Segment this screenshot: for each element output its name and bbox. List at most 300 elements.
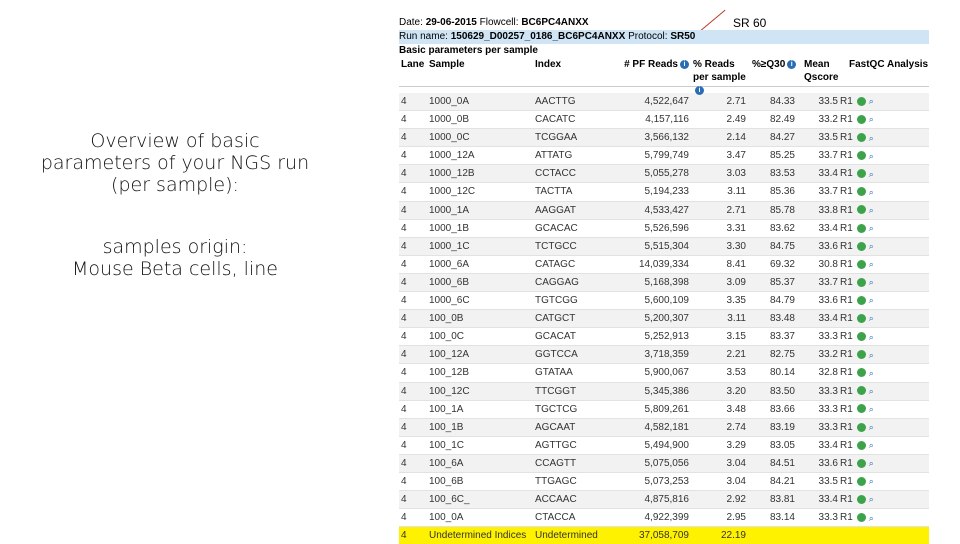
lane-cell: 4 — [401, 114, 407, 126]
download-icon[interactable] — [857, 278, 866, 287]
fastqc-read-label[interactable]: R1 — [840, 457, 853, 469]
index-cell: ACCAAC — [535, 494, 577, 506]
fastqc-cell — [838, 147, 910, 164]
table-header — [399, 58, 929, 94]
col-q30: %≥Q30 i — [750, 58, 801, 86]
pct-reads-cell: 3.15 — [726, 331, 746, 343]
magnifier-icon[interactable]: ⌕ — [868, 96, 874, 107]
pct-reads-cell: 3.47 — [726, 150, 746, 162]
pf-reads-cell: 5,526,596 — [644, 222, 689, 234]
download-icon[interactable] — [857, 459, 866, 468]
download-icon[interactable] — [857, 441, 866, 450]
mean-qscore-cell: 32.8 — [818, 367, 838, 379]
download-icon[interactable] — [857, 224, 866, 233]
q30-cell: 84.51 — [769, 457, 795, 469]
mean-qscore-cell: 33.6 — [818, 295, 838, 307]
index-cell: GTATAA — [535, 367, 573, 379]
fastqc-cell — [838, 527, 910, 544]
pct-reads-cell: 2.71 — [726, 96, 746, 107]
fastqc-cell — [838, 401, 910, 418]
pct-reads-cell: 2.14 — [726, 132, 746, 144]
index-cell: CAGGAG — [535, 276, 579, 288]
lane-cell: 4 — [401, 186, 407, 198]
pf-reads-cell: 5,809,261 — [644, 403, 689, 415]
index-cell: TGTCGG — [535, 295, 578, 307]
q30-cell: 83.05 — [769, 439, 795, 451]
pf-reads-cell: 14,039,334 — [638, 258, 689, 270]
sample-cell: 1000_6C — [429, 295, 470, 307]
fastqc-read-label[interactable]: R1 — [840, 222, 853, 234]
sample-cell: 1000_0A — [429, 96, 470, 107]
fastqc-cell — [838, 364, 910, 381]
table-row — [399, 256, 929, 274]
fastqc-cell — [838, 491, 910, 508]
magnifier-icon[interactable]: ⌕ — [868, 277, 874, 288]
magnifier-icon[interactable]: ⌕ — [868, 458, 874, 469]
mean-qscore-cell: 33.3 — [818, 403, 838, 415]
q30-cell: 82.49 — [769, 114, 795, 126]
report-run-line: Run name: 150629_D00257_0186_BC6PC4ANXX Protocol: SR50 — [399, 30, 929, 44]
fastqc-cell — [838, 383, 910, 400]
table-row — [399, 509, 929, 527]
mean-qscore-cell: 33.3 — [818, 385, 838, 397]
download-icon[interactable] — [857, 314, 866, 323]
fastqc-read-label[interactable]: R1 — [840, 421, 853, 433]
sample-cell: 100_1C — [429, 439, 465, 451]
lane-cell: 4 — [401, 403, 407, 415]
index-cell: TCTGCC — [535, 240, 577, 252]
q30-cell: 84.33 — [769, 96, 795, 107]
fastqc-read-label[interactable]: R1 — [840, 512, 853, 524]
pct-reads-cell: 3.53 — [726, 367, 746, 379]
table-row — [399, 364, 929, 382]
download-icon[interactable] — [857, 187, 866, 196]
table-row — [399, 328, 929, 346]
pf-reads-cell: 5,073,253 — [644, 475, 689, 487]
mean-qscore-cell: 33.7 — [818, 276, 838, 288]
sample-cell: 1000_1B — [429, 222, 470, 234]
magnifier-icon[interactable]: ⌕ — [868, 385, 874, 396]
table-row — [399, 220, 929, 238]
lane-cell: 4 — [401, 512, 407, 524]
table-row — [399, 383, 929, 401]
fastqc-read-label[interactable]: R1 — [840, 150, 853, 162]
download-icon[interactable] — [857, 260, 866, 269]
description-line: Overview of basic — [90, 130, 260, 152]
description-line: parameters of your NGS run — [40, 152, 310, 174]
pf-reads-cell: 5,900,067 — [644, 367, 689, 379]
table-row — [399, 419, 929, 437]
pf-reads-cell: 4,157,116 — [645, 114, 689, 126]
index-cell: TCGGAA — [535, 132, 578, 144]
sample-cell: 1000_6A — [429, 258, 470, 270]
table-row — [399, 274, 929, 292]
fastqc-cell — [838, 256, 910, 273]
download-icon[interactable] — [857, 296, 866, 305]
sample-cell: 100_6B — [429, 475, 464, 487]
lane-cell: 4 — [401, 258, 407, 270]
table-row — [399, 292, 929, 310]
q30-cell: 85.37 — [769, 276, 795, 288]
index-cell: Undetermined — [535, 530, 598, 542]
pct-reads-cell: 3.48 — [726, 403, 746, 415]
table-row — [399, 473, 929, 491]
download-icon[interactable] — [857, 133, 866, 142]
q30-cell: 84.75 — [769, 240, 795, 252]
fastqc-read-label[interactable]: R1 — [840, 132, 853, 144]
description-line: (per sample): — [111, 174, 239, 196]
fastqc-read-label[interactable]: R1 — [840, 331, 853, 343]
magnifier-icon[interactable]: ⌕ — [868, 367, 874, 378]
fastqc-read-label[interactable]: R1 — [840, 475, 853, 487]
mean-qscore-cell: 33.4 — [818, 222, 838, 234]
fastqc-read-label[interactable]: R1 — [840, 313, 853, 325]
lane-cell: 4 — [401, 240, 407, 252]
fastqc-cell — [838, 292, 910, 309]
sample-cell: 100_12C — [429, 385, 470, 397]
pf-reads-cell: 5,194,233 — [644, 186, 689, 198]
lane-cell: 4 — [401, 421, 407, 433]
q30-cell: 83.37 — [769, 331, 795, 343]
section-title: Basic parameters per sample — [399, 45, 538, 56]
magnifier-icon[interactable]: ⌕ — [868, 150, 874, 161]
mean-qscore-cell: 33.7 — [818, 150, 838, 162]
pf-reads-cell: 5,055,278 — [644, 168, 689, 180]
fastqc-read-label[interactable]: R1 — [840, 204, 853, 216]
fastqc-read-label[interactable]: R1 — [840, 349, 853, 361]
pct-reads-cell: 3.11 — [727, 186, 746, 198]
q30-cell: 82.75 — [769, 349, 795, 361]
table-row — [399, 455, 929, 473]
download-icon[interactable] — [857, 205, 866, 214]
sample-cell: 100_1A — [429, 403, 464, 415]
pct-reads-cell: 3.20 — [726, 385, 746, 397]
magnifier-icon[interactable]: ⌕ — [868, 295, 874, 306]
q30-cell — [746, 527, 795, 544]
sample-cell: 100_12B — [429, 367, 470, 379]
fastqc-cell — [838, 310, 910, 327]
mean-qscore-cell: 33.5 — [818, 96, 838, 107]
info-icon[interactable]: i — [680, 60, 689, 69]
pct-reads-cell: 3.11 — [727, 313, 746, 325]
magnifier-icon[interactable]: ⌕ — [868, 512, 874, 523]
info-icon[interactable]: i — [695, 86, 704, 95]
pf-reads-cell: 5,600,109 — [644, 295, 689, 307]
download-icon[interactable] — [857, 513, 866, 522]
index-cell: GCACAC — [535, 222, 578, 234]
magnifier-icon[interactable]: ⌕ — [868, 223, 874, 234]
magnifier-icon[interactable]: ⌕ — [868, 114, 874, 125]
magnifier-icon[interactable]: ⌕ — [868, 259, 874, 270]
fastqc-read-label[interactable]: R1 — [840, 439, 853, 451]
lane-cell: 4 — [401, 168, 407, 180]
pf-reads-cell: 4,922,399 — [644, 512, 689, 524]
download-icon[interactable] — [857, 368, 866, 377]
index-cell: TTCGGT — [535, 385, 577, 397]
magnifier-icon[interactable]: ⌕ — [868, 422, 874, 433]
magnifier-icon[interactable]: ⌕ — [868, 186, 874, 197]
pct-reads-cell: 2.49 — [726, 114, 746, 126]
pct-reads-cell: 3.29 — [726, 439, 746, 451]
fastqc-cell — [838, 220, 910, 237]
mean-qscore-cell: 33.2 — [818, 349, 838, 361]
q30-cell: 83.81 — [769, 494, 795, 506]
magnifier-icon[interactable]: ⌕ — [868, 403, 874, 414]
index-cell: CATAGC — [535, 258, 576, 270]
fastqc-cell — [838, 328, 910, 345]
lane-cell: 4 — [401, 494, 407, 506]
sample-cell: 100_6A — [429, 457, 464, 469]
q30-cell: 83.53 — [769, 168, 795, 180]
mean-qscore-cell: 33.6 — [818, 240, 838, 252]
sample-cell: 1000_12A — [429, 150, 475, 162]
pf-reads-cell: 4,875,816 — [644, 494, 689, 506]
index-cell: CATGCT — [535, 313, 576, 325]
q30-cell: 83.62 — [769, 222, 795, 234]
table-row — [399, 401, 929, 419]
lane-cell: 4 — [401, 439, 407, 451]
q30-cell: 84.27 — [769, 132, 795, 144]
sr-annotation-label: SR 60 — [733, 16, 767, 30]
magnifier-icon[interactable]: ⌕ — [868, 132, 874, 143]
pf-reads-cell: 4,522,647 — [644, 96, 689, 107]
table-body — [399, 93, 929, 544]
mean-qscore-cell: 33.2 — [818, 114, 838, 126]
q30-cell: 83.48 — [769, 313, 795, 325]
fastqc-cell — [838, 238, 910, 255]
table-row — [399, 165, 929, 183]
lane-cell: 4 — [401, 204, 407, 216]
fastqc-read-label[interactable]: R1 — [840, 367, 853, 379]
sample-cell: 1000_12B — [429, 168, 475, 180]
samples-origin-value: Mouse Beta cells, line — [72, 258, 278, 280]
pct-reads-cell: 3.30 — [726, 240, 746, 252]
pf-reads-cell: 37,058,709 — [638, 530, 689, 542]
table-row — [399, 93, 929, 111]
sample-cell: 1000_12C — [429, 186, 476, 198]
fastqc-read-label[interactable]: R1 — [840, 168, 853, 180]
download-icon[interactable] — [857, 242, 866, 251]
fastqc-cell — [838, 165, 910, 182]
col-sample: Sample — [429, 59, 465, 70]
fastqc-read-label[interactable]: R1 — [840, 385, 853, 397]
lane-cell: 4 — [401, 385, 407, 397]
ngs-report — [399, 16, 929, 544]
magnifier-icon[interactable]: ⌕ — [868, 349, 874, 360]
fastqc-read-label[interactable]: R1 — [840, 114, 853, 126]
fastqc-cell — [838, 202, 910, 219]
q30-cell: 85.36 — [769, 186, 795, 198]
magnifier-icon[interactable]: ⌕ — [868, 313, 874, 324]
fastqc-cell — [838, 111, 910, 128]
index-cell: AACTTG — [535, 96, 576, 107]
fastqc-read-label[interactable]: R1 — [840, 295, 853, 307]
protocol: SR50 — [670, 31, 696, 42]
sample-cell: 100_6C_ — [429, 494, 470, 506]
col-mean-qscore: Mean Qscore — [804, 59, 839, 83]
fastqc-cell — [838, 455, 910, 472]
index-cell: CCAGTT — [535, 457, 577, 469]
download-icon[interactable] — [857, 151, 866, 160]
magnifier-icon[interactable]: ⌕ — [868, 331, 874, 342]
index-cell: GGTCCA — [535, 349, 578, 361]
pf-reads-cell: 5,345,386 — [644, 385, 689, 397]
col-fastqc: FastQC Analysis — [849, 59, 929, 70]
magnifier-icon[interactable]: ⌕ — [868, 494, 874, 505]
q30-cell: 69.32 — [769, 258, 795, 270]
table-row — [399, 310, 929, 328]
sample-cell: 100_0B — [429, 313, 464, 325]
download-icon[interactable] — [857, 97, 866, 106]
info-icon[interactable]: i — [787, 60, 796, 69]
mean-qscore-cell: 33.6 — [818, 457, 838, 469]
mean-qscore-cell: 33.3 — [818, 421, 838, 433]
table-row — [399, 183, 929, 201]
fastqc-cell — [838, 419, 910, 436]
download-icon[interactable] — [857, 350, 866, 359]
pf-reads-cell: 4,533,427 — [644, 204, 689, 216]
fastqc-read-label[interactable]: R1 — [840, 276, 853, 288]
sample-cell: 100_0C — [429, 331, 465, 343]
mean-qscore-cell: 33.4 — [818, 168, 838, 180]
sample-cell: 1000_1C — [429, 240, 470, 252]
lane-cell: 4 — [401, 276, 407, 288]
pf-reads-cell: 3,566,132 — [644, 132, 689, 144]
fastqc-cell — [838, 509, 910, 526]
col-index: Index — [535, 59, 562, 70]
lane-cell: 4 — [401, 313, 407, 325]
fastqc-cell — [838, 183, 910, 200]
download-icon[interactable] — [857, 115, 866, 124]
fastqc-read-label[interactable]: R1 — [840, 258, 853, 270]
fastqc-read-label[interactable]: R1 — [840, 96, 853, 107]
q30-cell: 83.50 — [769, 385, 795, 397]
pf-reads-cell: 5,799,749 — [644, 150, 689, 162]
table-row — [399, 437, 929, 455]
download-icon[interactable] — [857, 423, 866, 432]
table-row — [399, 491, 929, 509]
lane-cell: 4 — [401, 331, 407, 343]
lane-cell: 4 — [401, 295, 407, 307]
fastqc-read-label[interactable]: R1 — [840, 186, 853, 198]
download-icon[interactable] — [857, 404, 866, 413]
mean-qscore-cell: 30.8 — [818, 258, 838, 270]
pct-reads-cell: 3.03 — [726, 168, 746, 180]
mean-qscore-cell — [795, 527, 838, 544]
lane-cell: 4 — [401, 150, 407, 162]
q30-cell: 83.19 — [769, 421, 795, 433]
magnifier-icon[interactable]: ⌕ — [868, 241, 874, 252]
mean-qscore-cell: 33.5 — [818, 475, 838, 487]
q30-cell: 83.66 — [769, 403, 795, 415]
pct-reads-cell: 3.09 — [726, 276, 746, 288]
download-icon[interactable] — [857, 386, 866, 395]
pf-reads-cell: 5,075,056 — [644, 457, 689, 469]
sample-cell: 100_0A — [429, 512, 464, 524]
index-cell: AGTTGC — [535, 439, 577, 451]
sample-cell: 1000_1A — [429, 204, 470, 216]
q30-cell: 85.25 — [769, 150, 795, 162]
index-cell: AAGGAT — [535, 204, 576, 216]
table-row — [399, 346, 929, 364]
table-row — [399, 238, 929, 256]
pct-reads-cell: 3.35 — [726, 295, 746, 307]
download-icon[interactable] — [857, 169, 866, 178]
index-cell: GCACAT — [535, 331, 576, 343]
pct-reads-cell: 8.41 — [726, 258, 746, 270]
index-cell: CTACCA — [535, 512, 576, 524]
sample-cell: 1000_0C — [429, 132, 470, 144]
magnifier-icon[interactable]: ⌕ — [868, 440, 874, 451]
pct-reads-cell: 22.19 — [720, 530, 746, 542]
q30-cell: 83.14 — [769, 512, 795, 524]
q30-cell: 84.21 — [769, 475, 795, 487]
mean-qscore-cell: 33.5 — [818, 132, 838, 144]
fastqc-read-label[interactable]: R1 — [840, 494, 853, 506]
col-pct-reads: % Reads per samplei — [693, 59, 746, 94]
magnifier-icon[interactable]: ⌕ — [868, 476, 874, 487]
index-cell: ATTATG — [535, 150, 573, 162]
col-pf-reads: # PF Reads i — [607, 58, 689, 86]
sample-cell: 100_12A — [429, 349, 470, 361]
sample-cell: 1000_0B — [429, 114, 470, 126]
mean-qscore-cell: 33.4 — [818, 313, 838, 325]
fastqc-read-label[interactable]: R1 — [840, 403, 853, 415]
mean-qscore-cell: 33.7 — [818, 186, 838, 198]
q30-cell: 85.78 — [769, 204, 795, 216]
fastqc-cell — [838, 346, 910, 363]
lane-cell: 4 — [401, 457, 407, 469]
mean-qscore-cell: 33.3 — [818, 331, 838, 343]
fastqc-cell — [838, 129, 910, 146]
table-row — [399, 147, 929, 165]
index-cell: TACTTA — [535, 186, 573, 198]
magnifier-icon[interactable]: ⌕ — [868, 168, 874, 179]
fastqc-read-label[interactable]: R1 — [840, 240, 853, 252]
index-cell: CACATC — [535, 114, 576, 126]
download-icon[interactable] — [857, 332, 866, 341]
download-icon[interactable] — [857, 495, 866, 504]
pf-reads-cell: 5,200,307 — [644, 313, 689, 325]
lane-cell: 4 — [401, 530, 407, 542]
fastqc-cell — [838, 274, 910, 291]
samples-origin-label: samples origin: — [102, 236, 248, 258]
magnifier-icon[interactable]: ⌕ — [868, 204, 874, 215]
index-cell: TGCTCG — [535, 403, 578, 415]
index-cell: CCTACC — [535, 168, 576, 180]
run-date: 29-06-2015 — [425, 17, 477, 28]
pct-reads-cell: 2.21 — [726, 349, 746, 361]
lane-cell: 4 — [401, 96, 407, 107]
mean-qscore-cell: 33.8 — [818, 204, 838, 216]
mean-qscore-cell: 33.3 — [818, 512, 838, 524]
report-date-line: Date: 29-06-2015 Flowcell: BC6PC4ANXX — [399, 17, 589, 28]
q30-cell: 84.79 — [769, 295, 795, 307]
download-icon[interactable] — [857, 477, 866, 486]
index-cell: TTGAGC — [535, 475, 577, 487]
lane-cell: 4 — [401, 132, 407, 144]
mean-qscore-cell: 33.4 — [818, 439, 838, 451]
pct-reads-cell: 2.74 — [726, 421, 746, 433]
sample-cell: 100_1B — [429, 421, 464, 433]
sample-cell: 1000_6B — [429, 276, 470, 288]
lane-cell: 4 — [401, 349, 407, 361]
pf-reads-cell: 5,494,900 — [644, 439, 689, 451]
col-lane: Lane — [401, 59, 425, 70]
slide-description — [30, 130, 320, 280]
pf-reads-cell: 5,515,304 — [644, 240, 689, 252]
index-cell: AGCAAT — [535, 421, 576, 433]
